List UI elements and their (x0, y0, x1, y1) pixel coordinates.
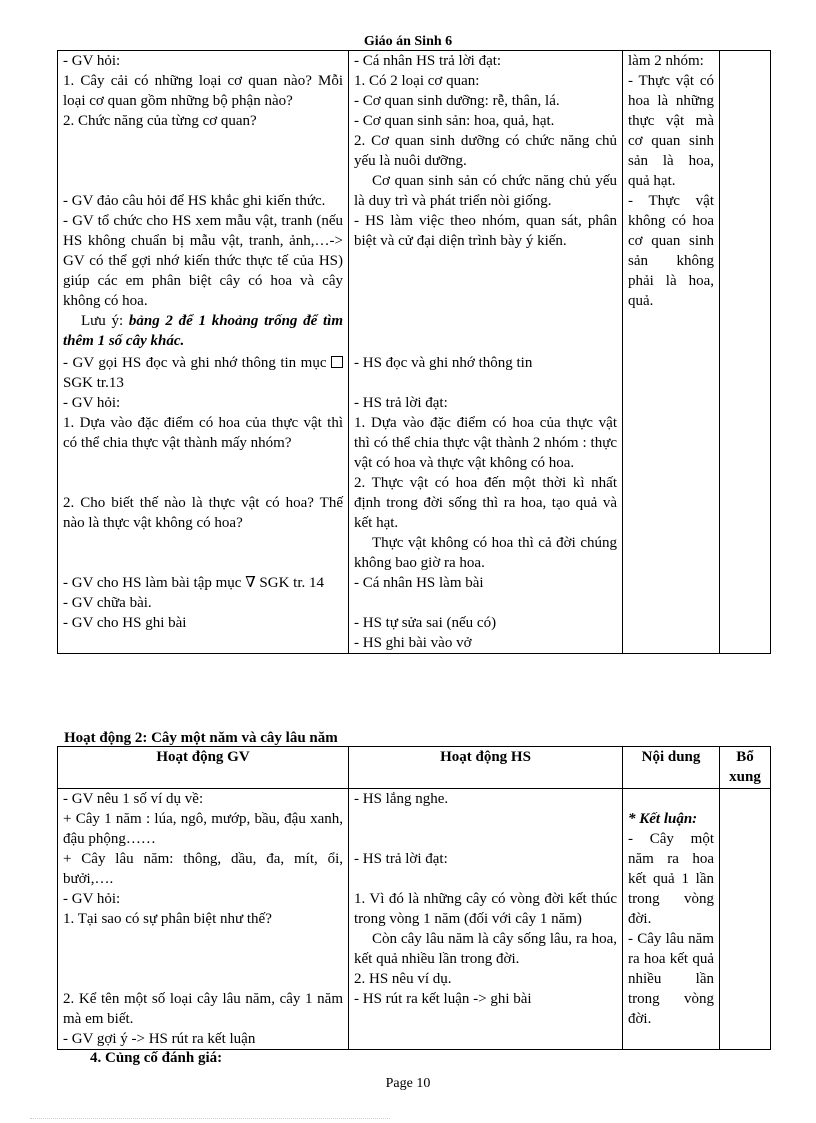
gv-line: - GV nêu 1 số ví dụ về: (63, 791, 204, 807)
gv-line: 1. Dựa vào đặc điểm có hoa của thực vật thì có thể chia thực vật thành mấy nhóm? (63, 415, 343, 451)
supplement-cell (720, 51, 771, 654)
gv-read-ref: SGK tr.13 (63, 375, 124, 391)
gv-line: - GV chữa bài. (63, 595, 152, 611)
hs-line: Cơ quan sinh sản có chức năng chủ yếu là duy trì và phát triển nòi giống. (354, 173, 617, 209)
note-line (63, 311, 343, 351)
note-label: Lưu ý: (81, 313, 124, 329)
hs-line: 2. Thực vật có hoa đến một thời kì nhất định trong đời sống thì ra hoa, tạo quả và kết hạt. (354, 475, 617, 531)
gv-line: 2. Chức năng của từng cơ quan? (63, 113, 257, 129)
teacher-activity-cell (58, 51, 349, 654)
hs-line: - HS đọc và ghi nhớ thông tin (354, 355, 533, 371)
page-number: Page 10 (385, 1076, 431, 1091)
column-header-supplement: Bổ xung (720, 747, 771, 789)
nd-line: làm 2 nhóm: (628, 53, 704, 69)
gv-line: - GV hỏi: (63, 891, 121, 907)
gv-line: 1. Cây cải có những loại cơ quan nào? Mỗi loại cơ quan gồm những bộ phận nào? (63, 73, 343, 109)
gv-line: - GV cho HS ghi bài (63, 615, 187, 631)
nd-line: - Cây lâu năm ra hoa kết quả nhiều lần trong vòng đời. (628, 931, 714, 1027)
gv-line: - GV gợi ý -> HS rút ra kết luận (63, 1031, 256, 1047)
gv-line: - GV tổ chức cho HS xem mẫu vật, tranh (nếu HS không chuẩn bị mẫu vật, tranh, ảnh,…-> GV có thể gợi nhớ kiến thức thực tế của HS) giúp các em phân biệt cây có hoa và cây không có hoa. (63, 213, 343, 309)
hs-line: - HS trả lời đạt: (354, 395, 448, 411)
conclusion-label: * Kết luận: (628, 811, 698, 827)
hs-line: 2. Cơ quan sinh dưỡng có chức năng chủ yếu là nuôi dưỡng. (354, 133, 617, 169)
hs-line: - Cơ quan sinh dưỡng: rễ, thân, lá. (354, 93, 560, 109)
nd-line: - Thực vật có hoa là những thực vật mà cơ quan sinh sản là hoa, quả hạt. (628, 73, 714, 189)
hs-line: - HS rút ra kết luận -> ghi bài (354, 991, 532, 1007)
nd-line: - Cây một năm ra hoa kết quả 1 lần trong vòng đời. (628, 831, 714, 927)
gv-line: - GV hỏi: (63, 53, 121, 69)
hs-line: - HS ghi bài vào vở (354, 635, 472, 651)
hs-line: - HS trả lời đạt: (354, 851, 448, 867)
column-header-teacher: Hoạt động GV (58, 747, 349, 789)
gv-read-text: - GV gọi HS đọc và ghi nhớ thông tin mục (63, 355, 327, 371)
bottom-rule (30, 1118, 390, 1119)
hs-line: - Cá nhân HS trả lời đạt: (354, 53, 502, 69)
hs-line: Thực vật không có hoa thì cả đời chúng không bao giờ ra hoa. (354, 535, 617, 571)
square-icon (331, 356, 343, 368)
gv-line: + Cây lâu năm: thông, dầu, đa, mít, ổi, bưởi,…. (63, 851, 343, 887)
section-title: Hoạt động 2: Cây một năm và cây lâu năm (64, 730, 338, 746)
hs-line: Còn cây lâu năm là cây sống lâu, ra hoa, kết quả nhiều lần trong đời. (354, 931, 617, 967)
student-activity-cell (349, 789, 623, 1050)
gv-line: 2. Kể tên một số loại cây lâu năm, cây 1 năm mà em biết. (63, 991, 343, 1027)
hs-line: 1. Có 2 loại cơ quan: (354, 73, 480, 89)
gv-line: 2. Cho biết thế nào là thực vật có hoa? Thế nào là thực vật không có hoa? (63, 495, 343, 531)
student-activity-cell (349, 51, 623, 654)
teacher-activity-cell (58, 789, 349, 1050)
hs-line: - HS làm việc theo nhóm, quan sát, phân biệt và cử đại diện trình bày ý kiến. (354, 213, 617, 249)
hs-line: - HS lắng nghe. (354, 791, 449, 807)
hs-line: 1. Vì đó là những cây có vòng đời kết thúc trong vòng 1 năm (đối với cây 1 năm) (354, 891, 617, 927)
content-cell (623, 789, 720, 1050)
gv-line (63, 353, 343, 393)
activity-table-2 (57, 746, 771, 1050)
gv-line: 1. Tại sao có sự phân biệt như thế? (63, 911, 272, 927)
content-cell (623, 51, 720, 654)
column-header-student: Hoạt động HS (349, 747, 623, 789)
hs-line: - Cá nhân HS làm bài (354, 575, 484, 591)
gv-line: - GV đảo câu hỏi để HS khắc ghi kiến thức. (63, 193, 326, 209)
note-text: bảng 2 để 1 khoảng trống để tìm thêm 1 số cây khác. (63, 313, 343, 349)
column-header-content: Nội dung (623, 747, 720, 789)
hs-line: - Cơ quan sinh sản: hoa, quả, hạt. (354, 113, 555, 129)
document-header: Giáo án Sinh 6 (363, 34, 453, 49)
hs-line: - HS tự sửa sai (nếu có) (354, 615, 497, 631)
gv-line: - GV cho HS làm bài tập mục ∇ SGK tr. 14 (63, 575, 325, 591)
hs-line: 1. Dựa vào đặc điểm có hoa của thực vật thì có thể chia thực vật thành 2 nhóm : thực vật có hoa và thực vật không có hoa. (354, 415, 617, 471)
section-heading: 4. Củng cố đánh giá: (90, 1050, 223, 1066)
gv-line: + Cây 1 năm : lúa, ngô, mướp, bầu, đậu xanh, đậu phộng…… (63, 811, 343, 847)
nd-line: - Thực vật không có hoa cơ quan sinh sản không phải là hoa, quả. (628, 193, 714, 309)
activity-table-1 (57, 50, 771, 654)
hs-line: 2. HS nêu ví dụ. (354, 971, 452, 987)
supplement-cell (720, 789, 771, 1050)
gv-line: - GV hỏi: (63, 395, 121, 411)
